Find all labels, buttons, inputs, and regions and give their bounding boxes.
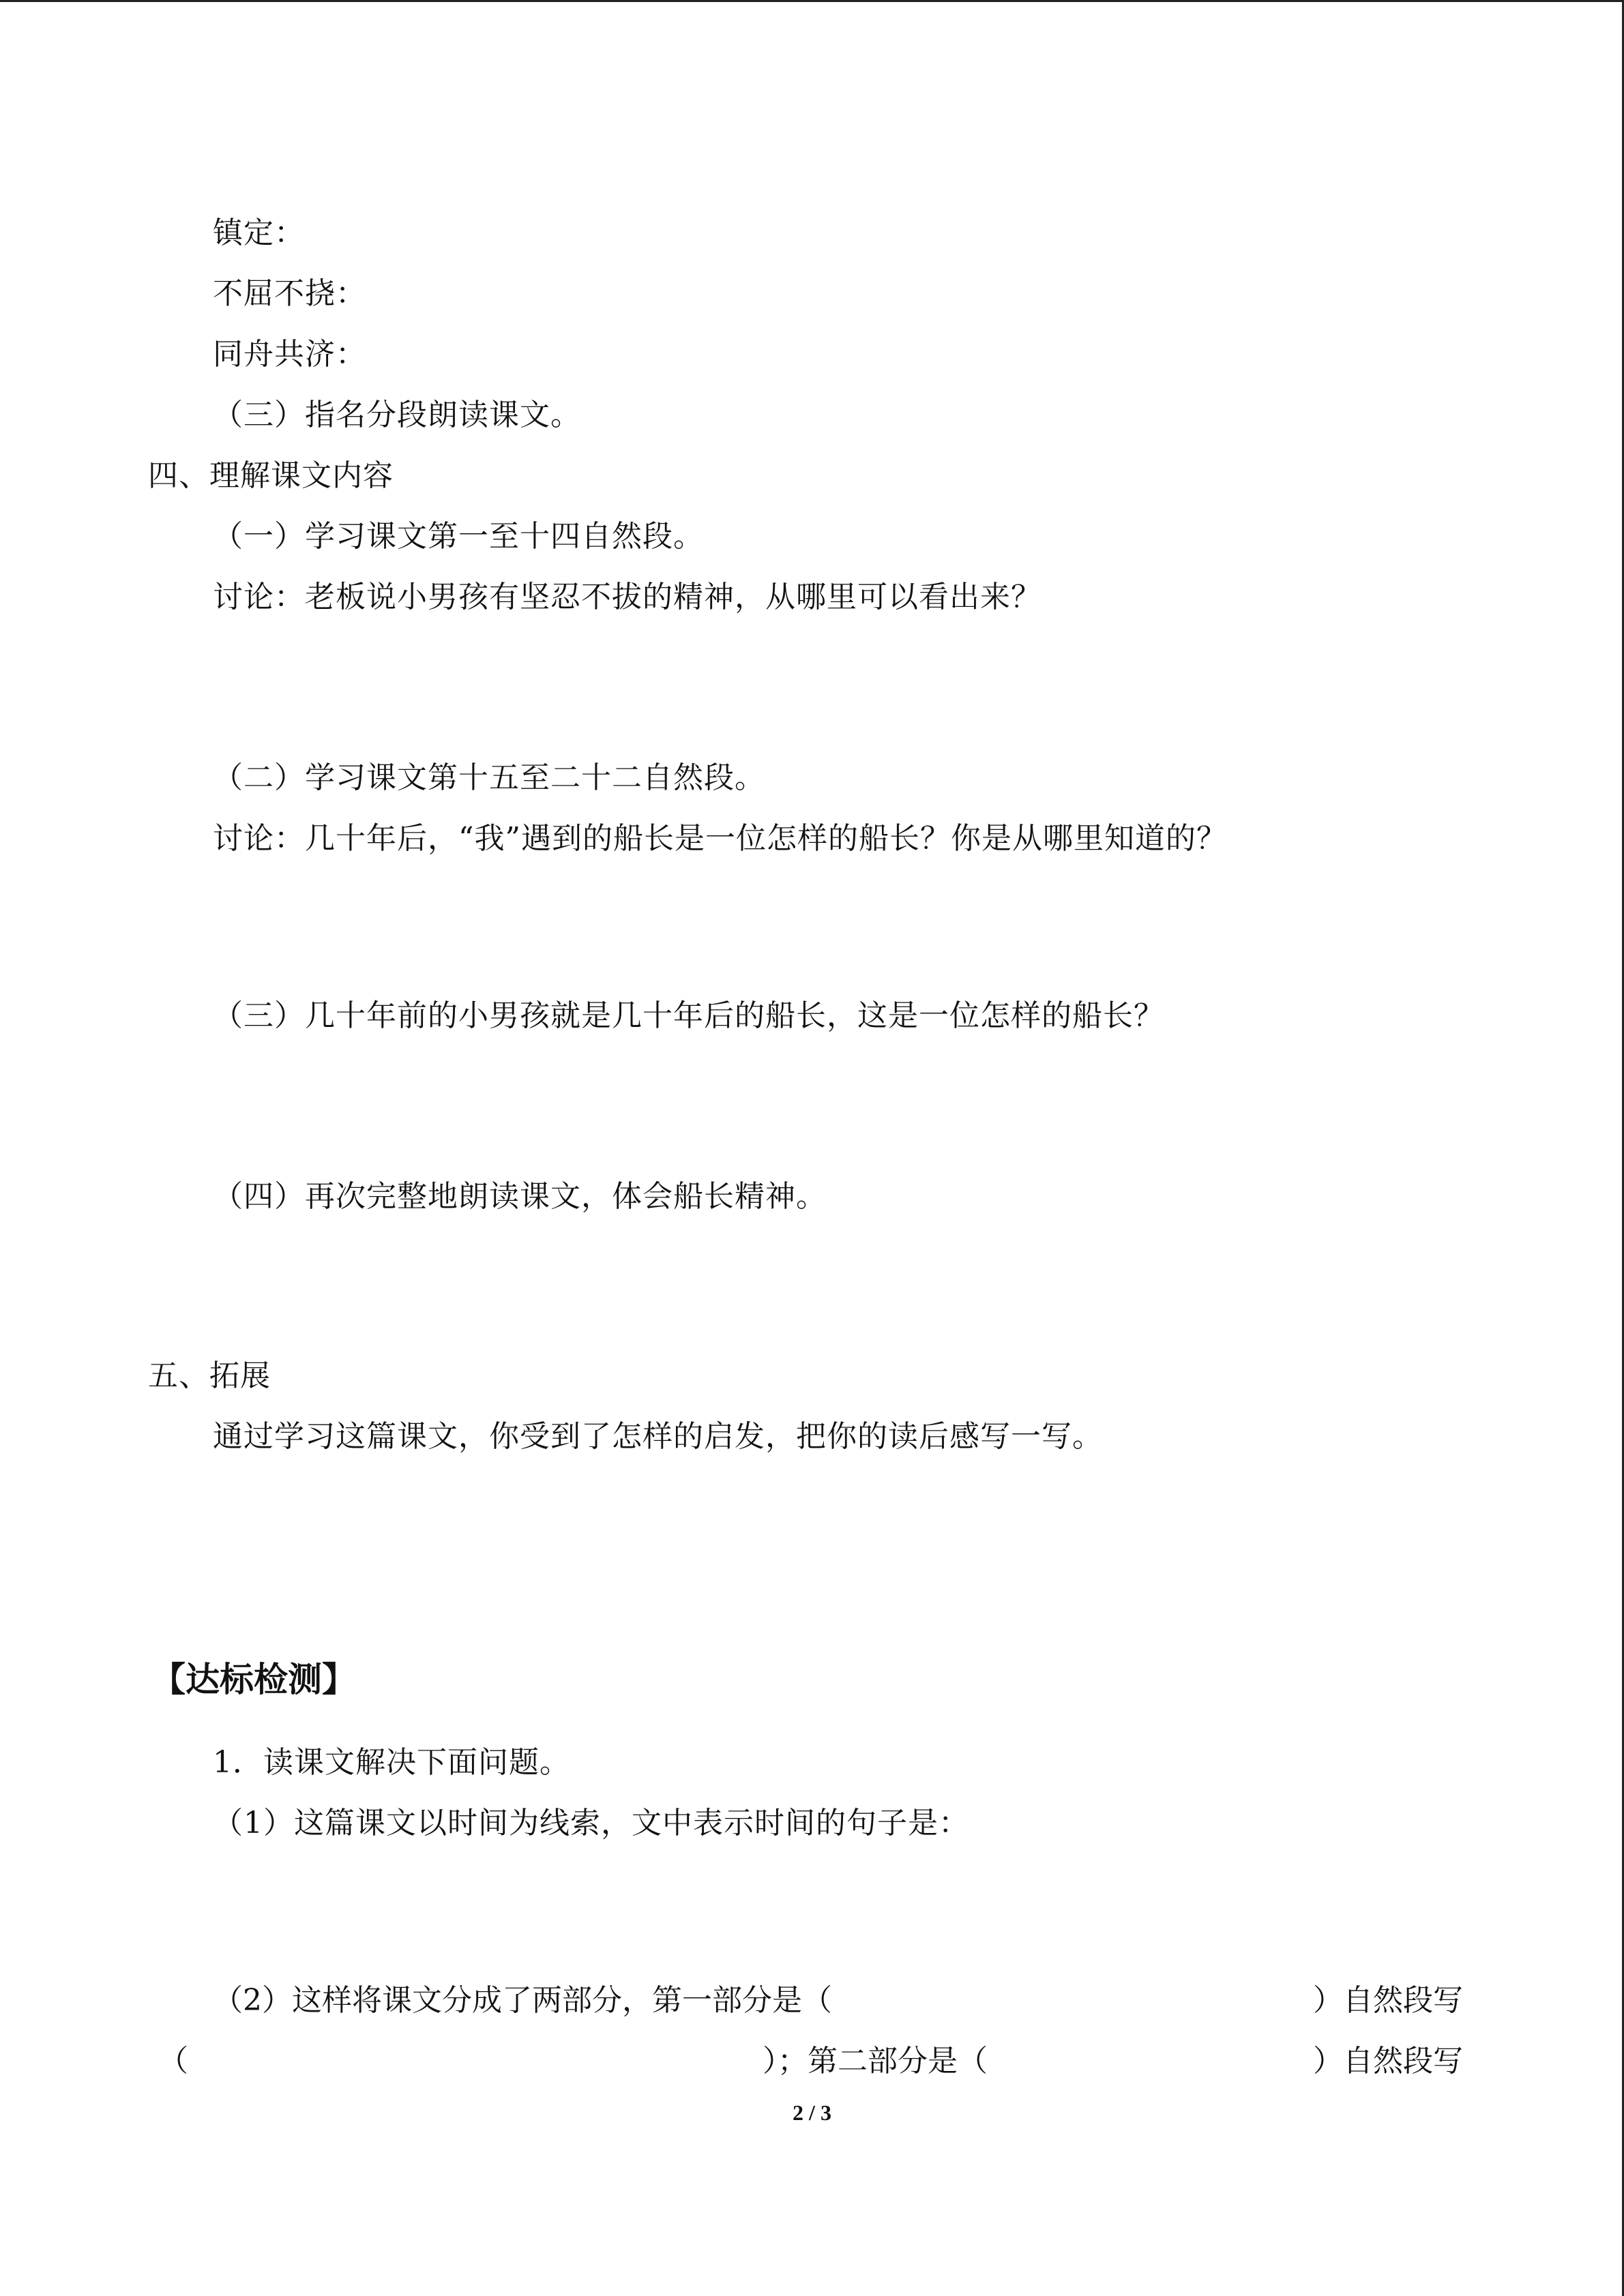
step-4-2: （二）学习课文第十五至二十二自然段。 <box>213 760 765 795</box>
page-number: 2 / 3 <box>793 2100 831 2125</box>
step-4-4: （四）再次完整地朗读课文，体会船长精神。 <box>213 1179 827 1214</box>
vocab-buqubunao: 不屈不挠： <box>213 276 366 311</box>
page-border-top <box>0 0 1624 2</box>
section-5-title: 五、拓展 <box>148 1358 271 1393</box>
question-1-2-part-d: ）；第二部分是（ <box>763 2044 988 2078</box>
question-1-2-part-a: （2）这样将课文分成了两部分，第一部分是（ <box>213 1983 832 2018</box>
step-read-paragraphs: （三）指名分段朗读课文。 <box>213 398 581 432</box>
question-1-1: （1）这篇课文以时间为线索，文中表示时间的句子是： <box>213 1806 969 1840</box>
question-1-2-part-c: （ <box>158 2044 188 2078</box>
step-4-1: （一）学习课文第一至十四自然段。 <box>213 519 704 554</box>
question-1: 1．读课文解决下面问题。 <box>213 1745 570 1780</box>
step-4-1-question: 讨论：老板说小男孩有坚忍不拔的精神，从哪里可以看出来？ <box>213 580 1042 614</box>
question-1-2-part-e: ）自然段写 <box>1313 2044 1463 2078</box>
step-4-3: （三）几十年前的小男孩就是几十年后的船长，这是一位怎样的船长？ <box>213 998 1164 1033</box>
question-1-2-part-b: ）自然段写 <box>1313 1983 1463 2018</box>
vocab-zhending: 镇定： <box>213 215 305 250</box>
vocab-tongzhou: 同舟共济： <box>213 337 366 372</box>
section-5-text: 通过学习这篇课文，你受到了怎样的启发，把你的读后感写一写。 <box>213 1419 1103 1454</box>
section-4-title: 四、理解课文内容 <box>148 458 394 493</box>
test-heading: 【达标检测】 <box>151 1660 356 1699</box>
step-4-2-question: 讨论：几十年后，“我”遇到的船长是一位怎样的船长？你是从哪里知道的？ <box>213 821 1227 856</box>
